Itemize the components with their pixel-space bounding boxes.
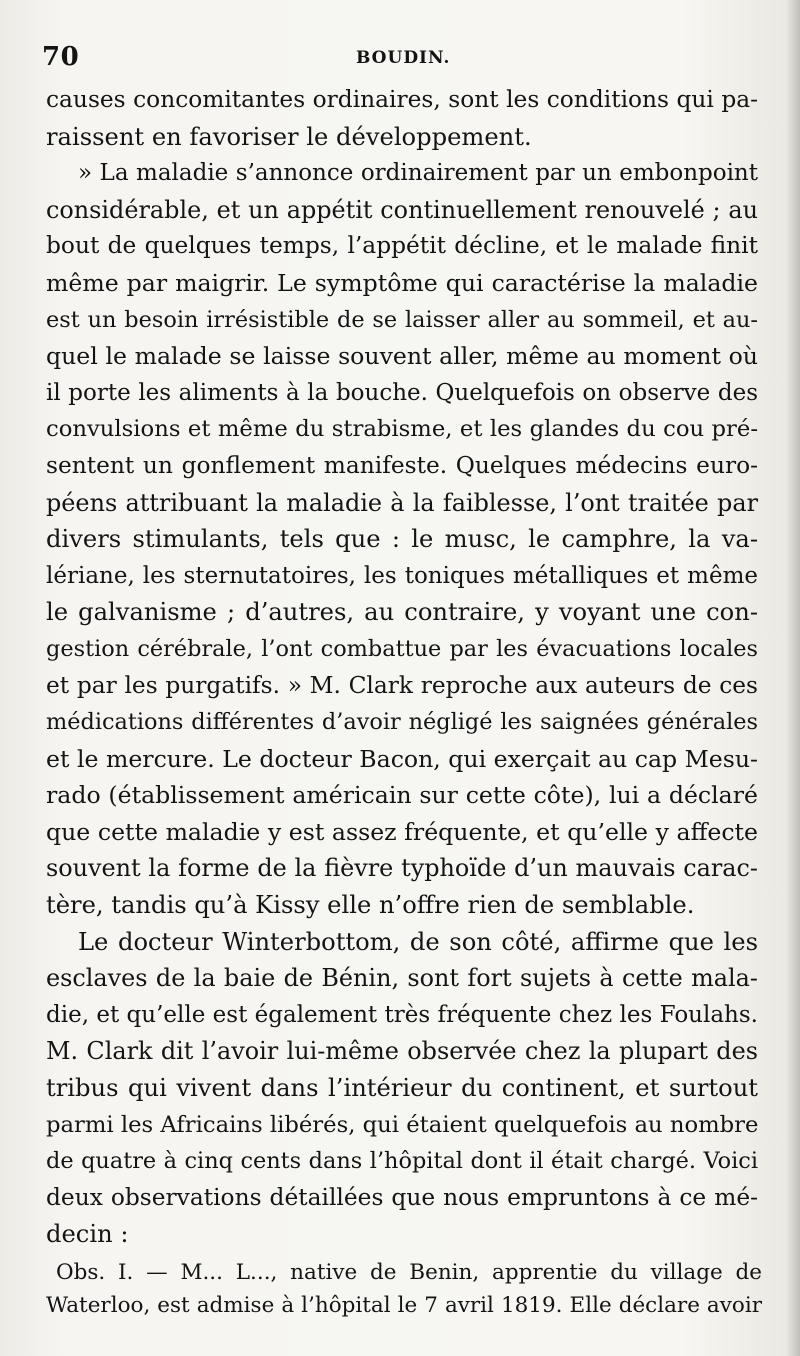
text-line: raissent en favoriser le développement. (46, 122, 532, 151)
text-line: tère, tandis qu’à Kissy elle n’offre rien de semblable. (46, 891, 695, 920)
text-line: deux observations détaillées que nous empruntons à ce mé- (46, 1183, 758, 1211)
page-edge-shadow (786, 0, 800, 1356)
text-line: M. Clark dit l’avoir lui-même observée chez la plupart des (46, 1037, 758, 1066)
text-line: et le mercure. Le docteur Bacon, qui exerçait au cap Mesu- (46, 744, 759, 773)
text-line: considérable, et un appétit continuellement renouvelé ; au (46, 195, 758, 224)
text-line: que cette maladie y est assez fréquente, et qu’elle y affecte (46, 817, 758, 846)
body-text (46, 82, 758, 1253)
text-line: divers stimulants, tels que : le musc, le camphre, la va- (46, 525, 758, 554)
text-line: bout de quelques temps, l’appétit décline, et le malade finit (46, 232, 758, 260)
text-line: et par les purgatifs. » M. Clark reproche aux auteurs de ces (46, 671, 758, 699)
text-line: médications différentes d’avoir négligé les saignées générales (46, 709, 758, 736)
text-line: decin : (46, 1220, 129, 1249)
text-line: il porte les aliments à la bouche. Quelquefois on observe des (46, 379, 758, 406)
observation-line: Waterloo, est admise à l’hôpital le 7 avril 1819. Elle déclare avoir (46, 1293, 762, 1318)
text-line: causes concomitantes ordinaires, sont les conditions qui pa- (46, 86, 758, 113)
text-line: péens attribuant la maladie à la faiblesse, l’ont traitée par (46, 488, 758, 517)
page-header (42, 40, 758, 80)
page-number: 70 (42, 42, 80, 72)
text-line: rado (établissement américain sur cette côte), lui a déclaré (46, 781, 758, 810)
text-line: même par maigrir. Le symptôme qui caractérise la maladie (46, 268, 758, 297)
text-line: sentent un gonflement manifeste. Quelques médecins euro- (46, 451, 758, 479)
observation-line: Obs. I. — M... L..., native de Benin, apprentie du village de (56, 1260, 762, 1285)
text-line: souvent la forme de la fièvre typhoïde d’un mauvais carac- (46, 854, 758, 883)
running-head: BOUDIN. (356, 48, 451, 68)
text-line: esclaves de la baie de Bénin, sont fort sujets à cette mala- (46, 964, 758, 993)
text-line: tribus qui vivent dans l’intérieur du continent, et surtout (46, 1074, 758, 1103)
observation-text (46, 1256, 762, 1322)
text-line: » La maladie s’annonce ordinairement par un embonpoint (78, 160, 758, 187)
text-line: die, et qu’elle est également très fréquente chez les Foulahs. (46, 1001, 758, 1028)
text-line: quel le malade se laisse souvent aller, même au moment où (46, 342, 758, 371)
text-line: parmi les Africains libérés, qui étaient quelquefois au nombre (46, 1111, 759, 1138)
text-line: gestion cérébrale, l’ont combattue par les évacuations locales (46, 635, 758, 662)
text-line: convulsions et même du strabisme, et les glandes du cou pré- (46, 416, 758, 443)
text-line: de quatre à cinq cents dans l’hôpital dont il était chargé. Voici (46, 1148, 758, 1175)
text-line: le galvanisme ; d’autres, au contraire, y voyant une con- (46, 598, 758, 627)
text-line: lériane, les sternutatoires, les toniques métalliques et même (46, 562, 758, 589)
text-line: Le docteur Winterbottom, de son côté, affirme que les (78, 927, 758, 956)
text-line: est un besoin irrésistible de se laisser aller au sommeil, et au- (46, 306, 758, 333)
